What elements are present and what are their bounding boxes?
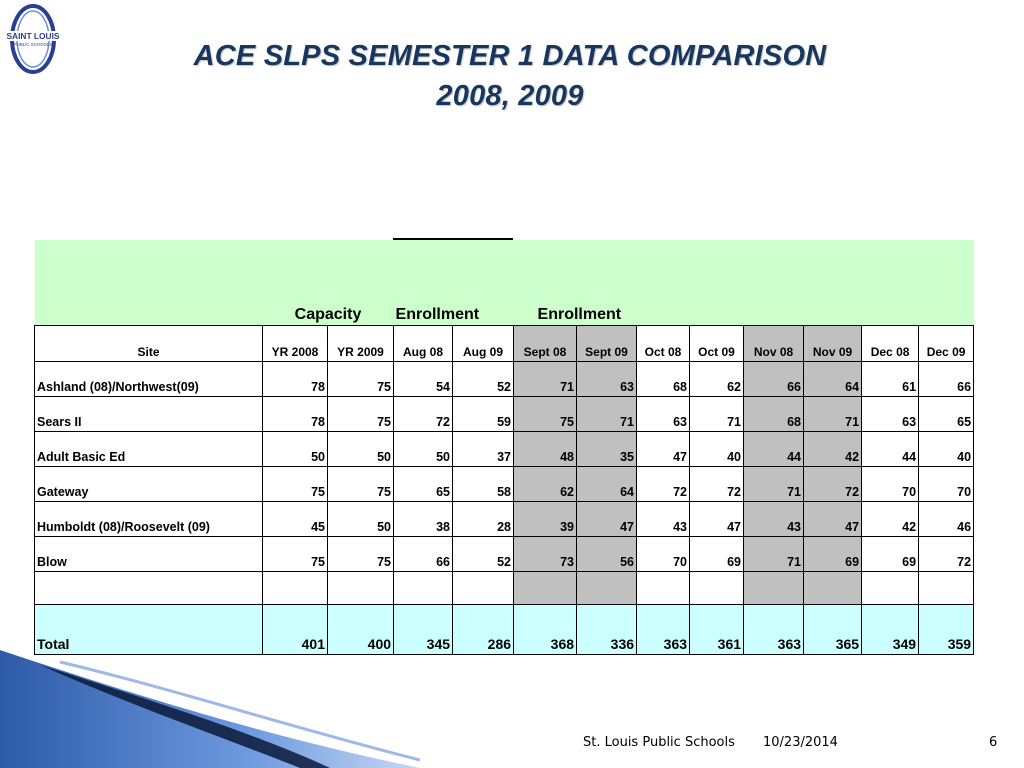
- table-cell: 64: [577, 467, 637, 502]
- table-cell: 64: [804, 362, 862, 397]
- table-cell: 68: [744, 397, 804, 432]
- column-header-row: [35, 326, 974, 362]
- table-cell: 72: [804, 467, 862, 502]
- site-name: Adult Basic Ed: [35, 432, 263, 467]
- column-header: Dec 09: [919, 326, 974, 362]
- table-cell: 47: [637, 432, 690, 467]
- total-cell: 363: [744, 605, 804, 655]
- group-header-row: [35, 240, 974, 326]
- table-cell: 75: [328, 397, 394, 432]
- table-row: [35, 432, 974, 467]
- table-cell: 48: [514, 432, 577, 467]
- table-cell: 42: [804, 432, 862, 467]
- table-cell: 66: [744, 362, 804, 397]
- column-header: Site: [35, 326, 263, 362]
- table-cell: 39: [514, 502, 577, 537]
- saint-louis-public-schools-logo: [2, 2, 64, 76]
- column-header: Aug 09: [453, 326, 514, 362]
- total-cell: 286: [453, 605, 514, 655]
- table-cell: 75: [328, 537, 394, 572]
- table-cell: 63: [637, 397, 690, 432]
- table-row: [35, 362, 974, 397]
- table-cell: 75: [514, 397, 577, 432]
- table-cell: 59: [453, 397, 514, 432]
- table-cell: 70: [919, 467, 974, 502]
- table-cell: 65: [919, 397, 974, 432]
- table-cell: 71: [577, 397, 637, 432]
- column-header: YR 2009: [328, 326, 394, 362]
- table-row: [35, 397, 974, 432]
- table-row: [35, 502, 974, 537]
- table-cell: 35: [577, 432, 637, 467]
- table-cell: 72: [919, 537, 974, 572]
- table-cell: 69: [804, 537, 862, 572]
- column-header: Sept 09: [577, 326, 637, 362]
- total-cell: 359: [919, 605, 974, 655]
- table-cell: 50: [328, 502, 394, 537]
- decorative-swoosh: [0, 640, 420, 768]
- total-cell: 336: [577, 605, 637, 655]
- table-cell: 61: [862, 362, 919, 397]
- table-row: [35, 537, 974, 572]
- logo-text-top: SAINT LOUIS: [6, 31, 60, 41]
- table-cell: 69: [862, 537, 919, 572]
- table-cell: 66: [919, 362, 974, 397]
- table-cell: 78: [263, 397, 328, 432]
- table-cell: 72: [637, 467, 690, 502]
- table-cell: 52: [453, 537, 514, 572]
- table-cell: 40: [919, 432, 974, 467]
- table-cell: 62: [690, 362, 744, 397]
- table-row: [35, 467, 974, 502]
- footer-date: 10/23/2014: [763, 735, 838, 750]
- table-cell: 75: [263, 537, 328, 572]
- total-cell: 363: [637, 605, 690, 655]
- table-cell: 73: [514, 537, 577, 572]
- table-cell: 63: [577, 362, 637, 397]
- table-cell: 52: [453, 362, 514, 397]
- site-name: Blow: [35, 537, 263, 572]
- table-cell: 71: [744, 467, 804, 502]
- table-cell: 47: [804, 502, 862, 537]
- total-cell: 349: [862, 605, 919, 655]
- table-cell: 71: [514, 362, 577, 397]
- table-cell: 63: [862, 397, 919, 432]
- logo-text-bottom: PUBLIC SCHOOLS: [13, 42, 53, 47]
- column-header: Nov 09: [804, 326, 862, 362]
- enrollment-comparison-table: [34, 240, 974, 655]
- total-label: Total: [35, 605, 263, 655]
- table-cell: 75: [328, 467, 394, 502]
- total-cell: 368: [514, 605, 577, 655]
- table-cell: 47: [577, 502, 637, 537]
- table-cell: 40: [690, 432, 744, 467]
- table-cell: 50: [263, 432, 328, 467]
- table-cell: 50: [328, 432, 394, 467]
- total-cell: 365: [804, 605, 862, 655]
- table-cell: 75: [263, 467, 328, 502]
- column-header: Aug 08: [394, 326, 453, 362]
- table-cell: 72: [394, 397, 453, 432]
- total-cell: 345: [394, 605, 453, 655]
- table-cell: 75: [328, 362, 394, 397]
- capacity-group-header: Capacity: [263, 240, 394, 326]
- table-cell: 70: [637, 537, 690, 572]
- site-name: Ashland (08)/Northwest(09): [35, 362, 263, 397]
- table-cell: 28: [453, 502, 514, 537]
- enrollment-group-header-2: Enrollment: [514, 240, 862, 326]
- footer-organization: St. Louis Public Schools: [583, 735, 735, 750]
- total-cell: 400: [328, 605, 394, 655]
- slide-number: 6: [989, 735, 998, 750]
- site-name: Gateway: [35, 467, 263, 502]
- column-header: Sept 08: [514, 326, 577, 362]
- site-name: Humboldt (08)/Roosevelt (09): [35, 502, 263, 537]
- table-cell: 46: [919, 502, 974, 537]
- table-cell: 44: [744, 432, 804, 467]
- table-cell: 71: [744, 537, 804, 572]
- table-cell: 44: [862, 432, 919, 467]
- table-cell: 71: [804, 397, 862, 432]
- total-cell: 361: [690, 605, 744, 655]
- table-cell: 42: [862, 502, 919, 537]
- table-cell: 70: [862, 467, 919, 502]
- site-name: Sears II: [35, 397, 263, 432]
- table-cell: 66: [394, 537, 453, 572]
- slide-title: [60, 36, 960, 116]
- table-cell: 47: [690, 502, 744, 537]
- table-cell: 43: [744, 502, 804, 537]
- table-cell: 45: [263, 502, 328, 537]
- table-cell: 43: [637, 502, 690, 537]
- table-cell: 78: [263, 362, 328, 397]
- table-cell: 71: [690, 397, 744, 432]
- empty-row: [35, 572, 974, 605]
- enrollment-group-header: Enrollment: [394, 240, 514, 326]
- column-header: Dec 08: [862, 326, 919, 362]
- title-line-1: ACE SLPS SEMESTER 1 DATA COMPARISON: [193, 40, 827, 72]
- table-cell: 72: [690, 467, 744, 502]
- table-cell: 62: [514, 467, 577, 502]
- column-header: Oct 08: [637, 326, 690, 362]
- table-cell: 69: [690, 537, 744, 572]
- column-header: YR 2008: [263, 326, 328, 362]
- total-cell: 401: [263, 605, 328, 655]
- table-cell: 58: [453, 467, 514, 502]
- table-cell: 37: [453, 432, 514, 467]
- table-cell: 65: [394, 467, 453, 502]
- table-cell: 54: [394, 362, 453, 397]
- table-cell: 56: [577, 537, 637, 572]
- table-cell: 68: [637, 362, 690, 397]
- column-header: Oct 09: [690, 326, 744, 362]
- title-line-2: 2008, 2009: [436, 80, 584, 112]
- column-header: Nov 08: [744, 326, 804, 362]
- table-cell: 38: [394, 502, 453, 537]
- table-cell: 50: [394, 432, 453, 467]
